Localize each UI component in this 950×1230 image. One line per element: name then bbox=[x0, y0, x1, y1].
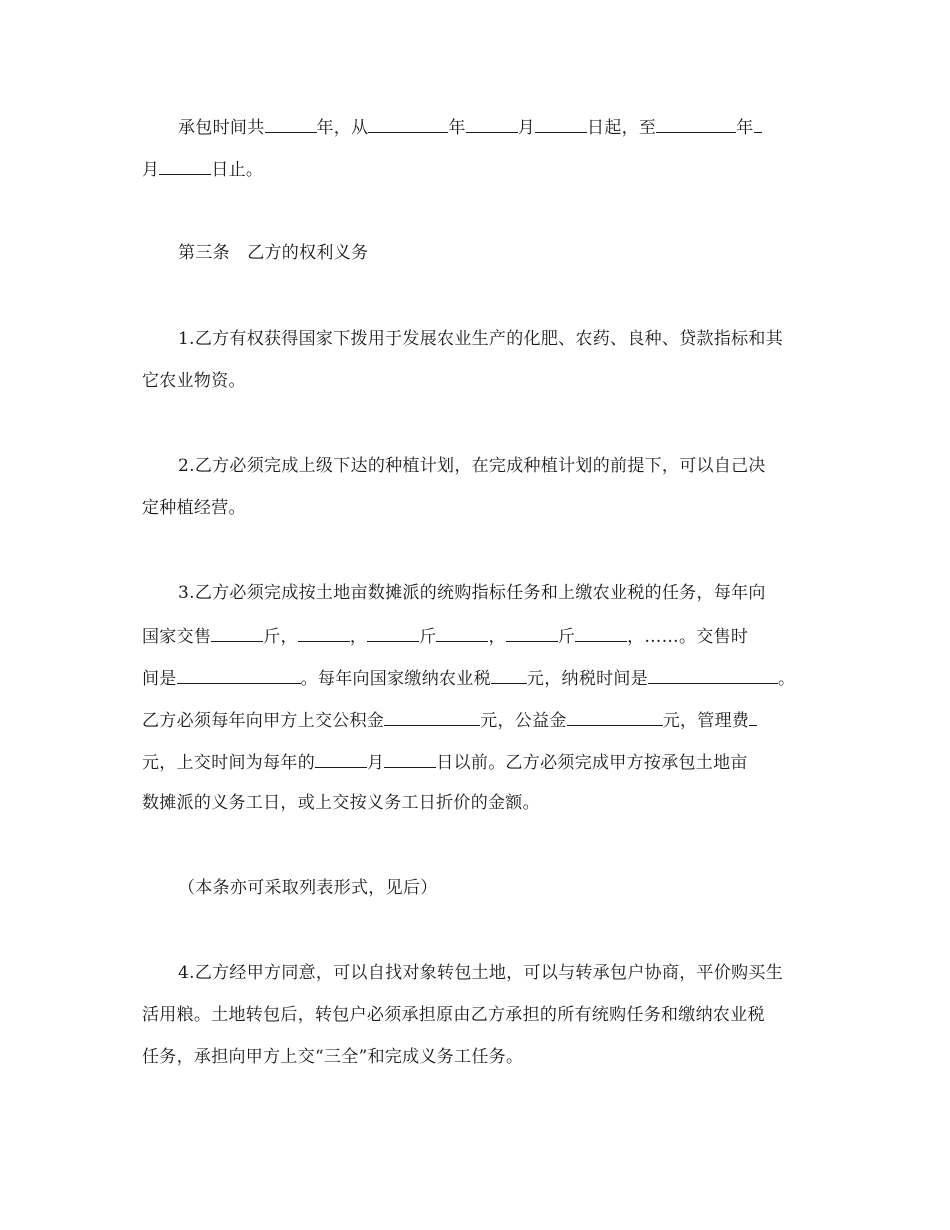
term-text: 日起，至 bbox=[587, 118, 657, 138]
blank-field bbox=[384, 707, 480, 726]
item-3-text: ， bbox=[488, 627, 506, 647]
item-1-line-2: 它农业物资。 bbox=[142, 371, 246, 391]
item-3-line-1: 3.乙方必须完成按土地亩数摊派的统购指标任务和上缴农业税的任务，每年向 bbox=[178, 583, 766, 603]
blank-field bbox=[315, 749, 367, 768]
blank-field bbox=[384, 749, 436, 768]
term-text: 承包时间共 bbox=[178, 118, 265, 138]
blank-field bbox=[298, 623, 350, 642]
item-3-text: 斤 bbox=[419, 627, 437, 647]
item-3-text: ，……。交售时 bbox=[627, 627, 749, 647]
term-text: 年 bbox=[736, 118, 754, 138]
term-text: 日止。 bbox=[211, 160, 264, 180]
blank-field bbox=[491, 665, 527, 684]
item-3-line-5 bbox=[142, 749, 748, 775]
item-2-line-1: 2.乙方必须完成上级下达的种植计划，在完成种植计划的前提下，可以自己决 bbox=[178, 456, 766, 476]
item-1-line-1: 1.乙方有权获得国家下拨用于发展农业生产的化肥、农药、良种、贷款指标和其 bbox=[178, 329, 784, 349]
item-3-line-2 bbox=[142, 623, 748, 649]
item-4-line-1: 4.乙方经甲方同意，可以自找对象转包土地，可以与转承包户协商，平价购买生 bbox=[178, 963, 784, 983]
item-3-text: 间是 bbox=[142, 669, 177, 689]
item-3-line-6: 数摊派的义务工日，或上交按义务工日折价的金额。 bbox=[142, 793, 540, 813]
blank-field bbox=[506, 623, 558, 642]
item-3-text: 元，管理费 bbox=[662, 711, 750, 731]
item-2-line-2: 定种植经营。 bbox=[142, 498, 246, 518]
article-3-heading: 第三条 乙方的权利义务 bbox=[178, 243, 369, 263]
table-note: （本条亦可采取列表形式，见后） bbox=[178, 878, 438, 898]
item-3-text: 元，纳税时间是 bbox=[526, 669, 649, 689]
blank-field bbox=[749, 707, 757, 726]
item-3-text: 日以前。乙方必须完成甲方按承包土地亩 bbox=[436, 753, 748, 773]
item-4-line-3: 任务，承担向甲方上交“三全”和完成义务工任务。 bbox=[142, 1047, 524, 1067]
blank-field bbox=[177, 665, 301, 684]
blank-field bbox=[575, 623, 627, 642]
blank-field bbox=[265, 114, 317, 133]
blank-field bbox=[567, 707, 663, 726]
item-3-text: ， bbox=[349, 627, 368, 647]
item-3-text: 月 bbox=[367, 753, 385, 773]
term-line-2 bbox=[142, 156, 263, 182]
blank-field bbox=[648, 665, 778, 684]
term-line-1 bbox=[178, 114, 762, 140]
blank-field bbox=[436, 623, 488, 642]
item-3-text: 乙方必须每年向甲方上交公积金 bbox=[142, 711, 385, 731]
item-3-text: 元，公益金 bbox=[480, 711, 567, 731]
blank-field bbox=[368, 114, 448, 133]
item-3-text: 元，上交时间为每年的 bbox=[142, 753, 315, 773]
item-3-text: 。 bbox=[778, 669, 796, 689]
term-text: 月 bbox=[142, 160, 160, 180]
blank-field bbox=[754, 114, 762, 133]
item-3-line-4 bbox=[142, 707, 757, 733]
term-text: 年 bbox=[448, 118, 466, 138]
item-4-line-2: 活用粮。土地转包后，转包户必须承担原由乙方承担的所有统购任务和缴纳农业税 bbox=[142, 1005, 765, 1025]
blank-field bbox=[656, 114, 736, 133]
blank-field bbox=[466, 114, 518, 133]
item-3-line-3 bbox=[142, 665, 795, 691]
blank-field bbox=[159, 156, 211, 175]
blank-field bbox=[535, 114, 587, 133]
blank-field bbox=[367, 623, 419, 642]
item-3-text: 国家交售 bbox=[142, 627, 212, 647]
term-text: 月 bbox=[517, 118, 536, 138]
term-text: 年，从 bbox=[316, 118, 369, 138]
blank-field bbox=[211, 623, 263, 642]
item-3-text: 。每年向国家缴纳农业税 bbox=[300, 669, 491, 689]
item-3-text: 斤 bbox=[557, 627, 576, 647]
item-3-text: 斤， bbox=[263, 627, 298, 647]
